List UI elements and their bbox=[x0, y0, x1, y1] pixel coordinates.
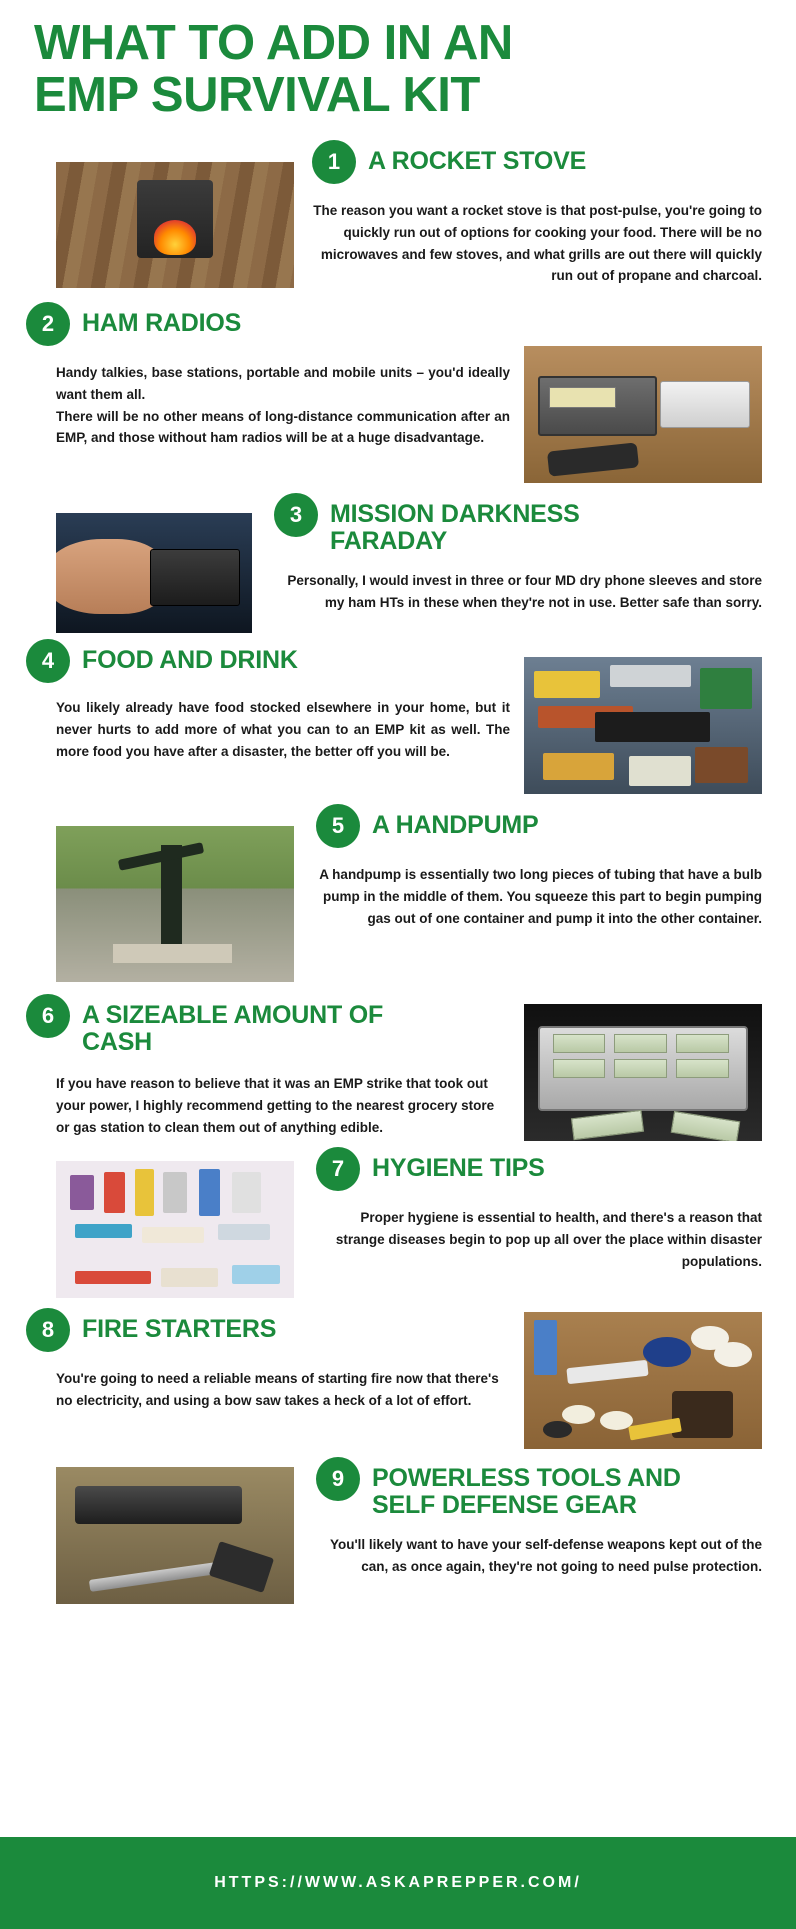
ham-radio-photo bbox=[524, 346, 762, 483]
section-rocket-stove bbox=[0, 140, 796, 288]
title-line-1: WHAT TO ADD IN AN bbox=[34, 16, 513, 70]
footer-url[interactable]: HTTPS://WWW.ASKAPREPPER.COM/ bbox=[214, 1874, 582, 1891]
section-body-2: Handy talkies, base stations, portable and mobile units – you'd ideally want them all. There will be no other means of long-distance communication after an EMP, and those without ham radios will be at a huge disadvantage. bbox=[56, 364, 510, 446]
faraday-bag-photo bbox=[56, 513, 252, 633]
fire-starters-photo bbox=[524, 1312, 762, 1449]
section-heading-3: MISSION DARKNESS FARADAY bbox=[330, 499, 580, 556]
section-body-9: You'll likely want to have your self-defense weapons kept out of the can, as once again, they're not going to need pulse protection. bbox=[329, 1536, 762, 1574]
rocket-stove-photo bbox=[56, 162, 294, 288]
section-heading-6: A SIZEABLE AMOUNT OF CASH bbox=[82, 1000, 384, 1057]
hand-pump-photo bbox=[56, 826, 294, 982]
section-body-7: Proper hygiene is essential to health, and there's a reason that strange diseases begin to pop up all over the place within disaster populations. bbox=[335, 1209, 762, 1269]
self-defense-gear-photo bbox=[56, 1467, 294, 1604]
page-title bbox=[0, 0, 796, 128]
section-number-3: 3 bbox=[274, 493, 318, 537]
section-body-6: If you have reason to believe that it was an EMP strike that took out your power, I highly recommend getting to the nearest grocery store or gas station to clean them out of anything edible. bbox=[56, 1075, 495, 1135]
section-cash bbox=[0, 994, 796, 1141]
section-number-1: 1 bbox=[312, 140, 356, 184]
section-number-7: 7 bbox=[316, 1147, 360, 1191]
section-heading-4: FOOD AND DRINK bbox=[82, 645, 298, 674]
section-food-drink bbox=[0, 639, 796, 794]
footer-bar bbox=[0, 1837, 796, 1929]
section-hygiene bbox=[0, 1147, 796, 1298]
food-supplies-photo bbox=[524, 657, 762, 794]
cash-briefcase-photo bbox=[524, 1004, 762, 1141]
section-number-2: 2 bbox=[26, 302, 70, 346]
section-faraday bbox=[0, 493, 796, 633]
section-self-defense bbox=[0, 1457, 796, 1604]
section-number-6: 6 bbox=[26, 994, 70, 1038]
section-body-4: You likely already have food stocked elsewhere in your home, but it never hurts to add more of what you can to an EMP kit as well. The more food you have after a disaster, the better off you will be. bbox=[56, 699, 510, 759]
section-heading-2: HAM RADIOS bbox=[82, 308, 242, 337]
section-number-8: 8 bbox=[26, 1308, 70, 1352]
section-body-3: Personally, I would invest in three or four MD dry phone sleeves and store my ham HTs in these when they're not in use. Better safe than sorry. bbox=[287, 572, 762, 610]
title-line-2: EMP SURVIVAL KIT bbox=[34, 67, 480, 122]
hygiene-kit-photo bbox=[56, 1161, 294, 1298]
section-ham-radios bbox=[0, 302, 796, 483]
section-body-5: A handpump is essentially two long pieces of tubing that have a bulb pump in the middle of them. You squeeze this part to begin pumping gas out of one container and pump it into the other container. bbox=[319, 866, 762, 926]
section-number-5: 5 bbox=[316, 804, 360, 848]
section-body-8: You're going to need a reliable means of starting fire now that there's no electricity, and using a bow saw takes a heck of a lot of effort. bbox=[56, 1370, 499, 1408]
section-body-1: The reason you want a rocket stove is that post-pulse, you're going to quickly run out of options for cooking your food. There will be no microwaves and few stoves, and what grills are out there will quickly run out of propane and charcoal. bbox=[313, 202, 762, 284]
section-heading-1: A ROCKET STOVE bbox=[368, 146, 587, 175]
section-fire-starters bbox=[0, 1308, 796, 1449]
section-heading-9: POWERLESS TOOLS AND SELF DEFENSE GEAR bbox=[372, 1463, 681, 1520]
section-number-9: 9 bbox=[316, 1457, 360, 1501]
section-number-4: 4 bbox=[26, 639, 70, 683]
section-handpump bbox=[0, 804, 796, 982]
section-heading-7: HYGIENE TIPS bbox=[372, 1153, 545, 1182]
section-heading-8: FIRE STARTERS bbox=[82, 1314, 277, 1343]
section-heading-5: A HANDPUMP bbox=[372, 810, 539, 839]
